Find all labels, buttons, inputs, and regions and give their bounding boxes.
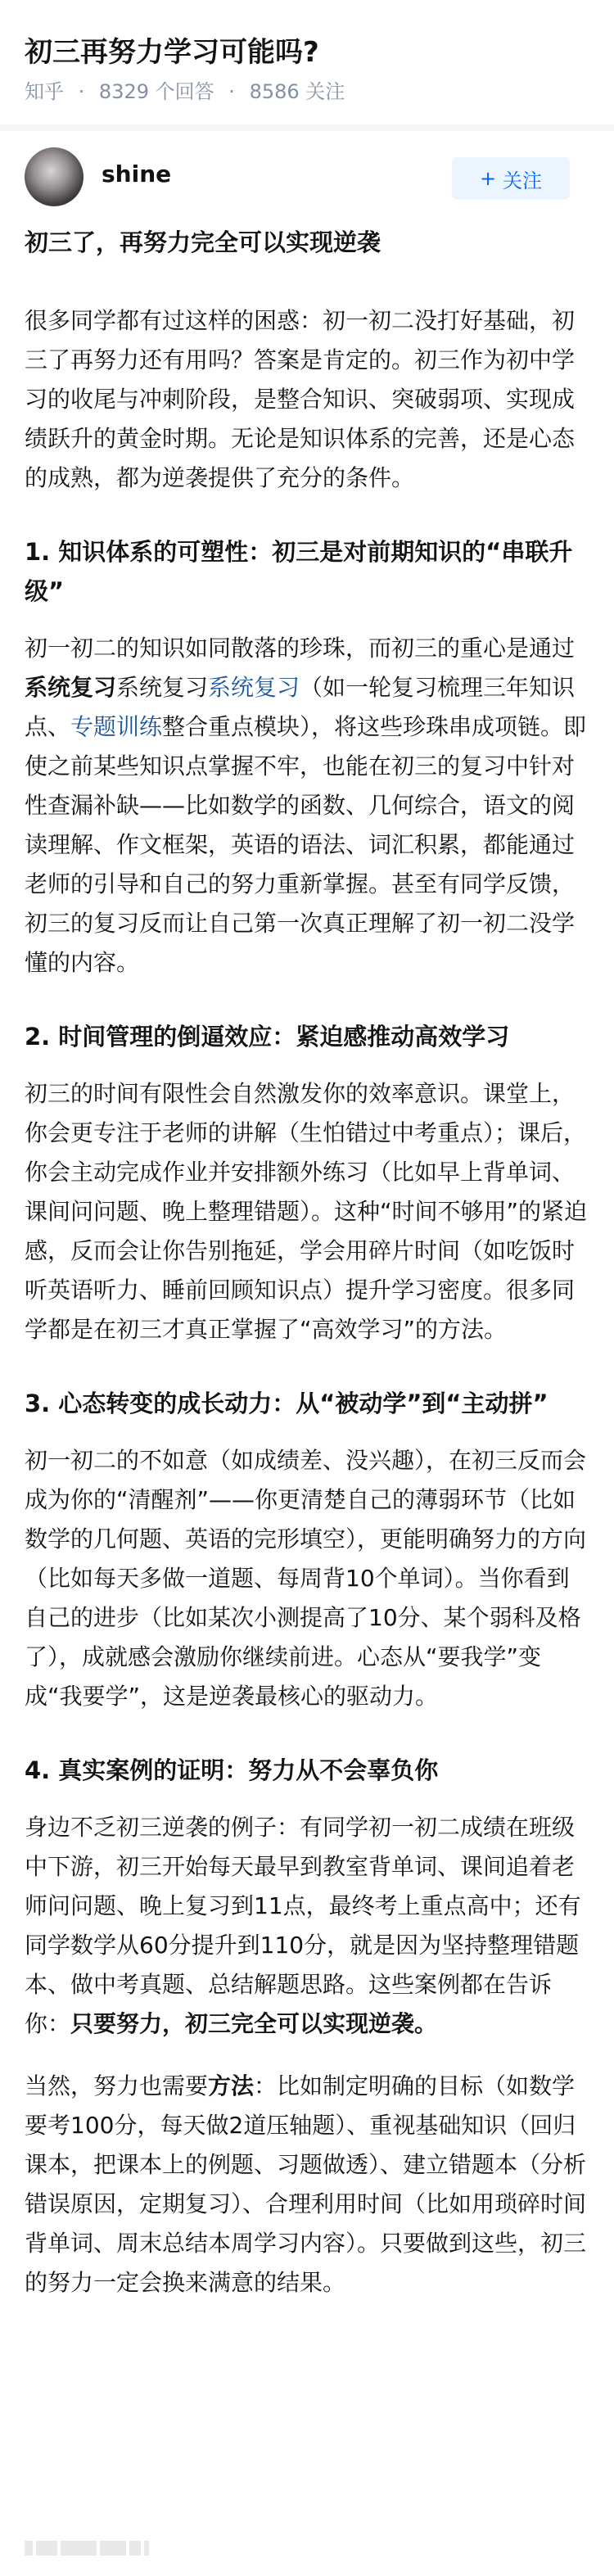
bold-text: 系统复习 xyxy=(25,674,117,701)
text-run: 身边不乏初三逆袭的例子：有同学初一初二成绩在班级中下游，初三开始每天最早到教室背单词、课间追着老师问问题、晚上复习到11点，最终考上重点高中；还有同学数学从60分提升到110分，就是因为坚持整理错题本、做中考真题、总结解题思路。这些案例都在告诉你： xyxy=(25,1814,581,2037)
footer-block xyxy=(25,2541,33,2556)
bold-text: 只要努力，初三完全可以实现逆袭。 xyxy=(70,2010,438,2037)
section-heading-3: 3. 心态转变的成长动力：从“被动学”到“主动拼” xyxy=(25,1390,549,1417)
plus-icon: + xyxy=(479,167,497,190)
section-heading-1: 1. 知识体系的可塑性：初三是对前期知识的“串联升级” xyxy=(25,538,573,605)
section-divider xyxy=(0,124,614,131)
footer-block xyxy=(100,2541,126,2556)
section-body-3: 初一初二的不如意（如成绩差、没兴趣），在初三反而会成为你的“清醒剂”——你更清楚自己的薄弱环节（比如数学的几何题、英语的完形填空），更能明确努力的方向（比如每天多做一道题、每周背10个单词）。当你看到自己的进步（比如某次小测提高了10分、某个弱科及格了），成就感会激励你继续前进。心态从“要我学”变成“我要学”，这是逆袭最核心的驱动力。 xyxy=(25,1447,587,1710)
source-label[interactable]: 知乎 xyxy=(25,80,64,103)
follow-label: 关注 xyxy=(503,169,543,192)
question-title[interactable]: 初三再努力学习可能吗? xyxy=(25,36,319,69)
truncated-footer xyxy=(25,2538,152,2558)
meta-separator: · xyxy=(78,80,85,103)
answer-content xyxy=(25,223,589,2325)
text-run: （如一轮复习梳理三年知识点、 xyxy=(25,674,576,740)
answer-lead: 初三了，再努力完全可以实现逆袭 xyxy=(25,228,381,256)
text-run: 初一初二的知识如同散落的珍珠，而初三的重心是通过 xyxy=(25,635,576,662)
section-heading-4: 4. 真实案例的证明：努力从不会辜负你 xyxy=(25,1756,439,1784)
section-body-1 xyxy=(25,629,589,983)
follower-count[interactable]: 8586 关注 xyxy=(249,80,345,103)
footer-block xyxy=(61,2541,97,2556)
section-body-2: 初三的时间有限性会自然激发你的效率意识。课堂上，你会更专注于老师的讲解（生怕错过中考重点）；课后，你会主动完成作业并安排额外练习（比如早上背单词、课间问问题、晚上整理错题）。这种“时间不够用”的紧迫感，反而会让你告别拖延，学会用碎片时间（如吃饭时听英语听力、睡前回顾知识点）提升学习密度。很多同学都是在初三才真正掌握了“高效学习”的方法。 xyxy=(25,1080,588,1343)
text-run: 当然，努力也需要 xyxy=(25,2072,209,2099)
closing-paragraph xyxy=(25,2067,589,2303)
text-run: 系统复习 xyxy=(116,674,209,701)
meta-separator: · xyxy=(228,80,235,103)
section-body-4 xyxy=(25,1808,589,2044)
footer-block xyxy=(36,2541,57,2556)
inline-link[interactable]: 专题训练 xyxy=(70,713,163,740)
answer-count[interactable]: 8329 个回答 xyxy=(98,80,214,103)
author-name[interactable]: shine xyxy=(102,160,172,188)
question-meta xyxy=(25,75,345,104)
text-run: ：比如制定明确的目标（如数学要考100分，每天做2道压轴题）、重视基础知识（回归课本，把课本上的例题、习题做透）、建立错题本（分析错误原因，定期复习）、合理利用时间（比如用琐碎时间背单词、周末总结本周学习内容）。只要做到这些，初三的努力一定会换来满意的结果。 xyxy=(25,2072,587,2296)
text-run: 整合重点模块），将这些珍珠串成项链。即使之前某些知识点掌握不牢，也能在初三的复习中针对性查漏补缺——比如数学的函数、几何综合，语文的阅读理解、作文框架，英语的语法、词汇积累，都能通过老师的引导和自己的努力重新掌握。甚至有同学反馈，初三的复习反而让自己第一次真正理解了初一初二没学懂的内容。 xyxy=(25,713,587,976)
inline-link[interactable]: 系统复习 xyxy=(208,674,300,701)
footer-block xyxy=(129,2541,141,2556)
answer-intro: 很多同学都有过这样的困惑：初一初二没打好基础，初三了再努力还有用吗？答案是肯定的。初三作为初中学习的收尾与冲刺阶段，是整合知识、突破弱项、实现成绩跃升的黄金时期。无论是知识体系的完善，还是心态的成熟，都为逆袭提供了充分的条件。 xyxy=(25,307,576,491)
footer-block xyxy=(144,2541,149,2556)
follow-button[interactable] xyxy=(452,157,570,200)
bold-text: 方法 xyxy=(208,2072,255,2099)
avatar[interactable] xyxy=(25,147,84,206)
section-heading-2: 2. 时间管理的倒逼效应：紧迫感推动高效学习 xyxy=(25,1023,510,1051)
